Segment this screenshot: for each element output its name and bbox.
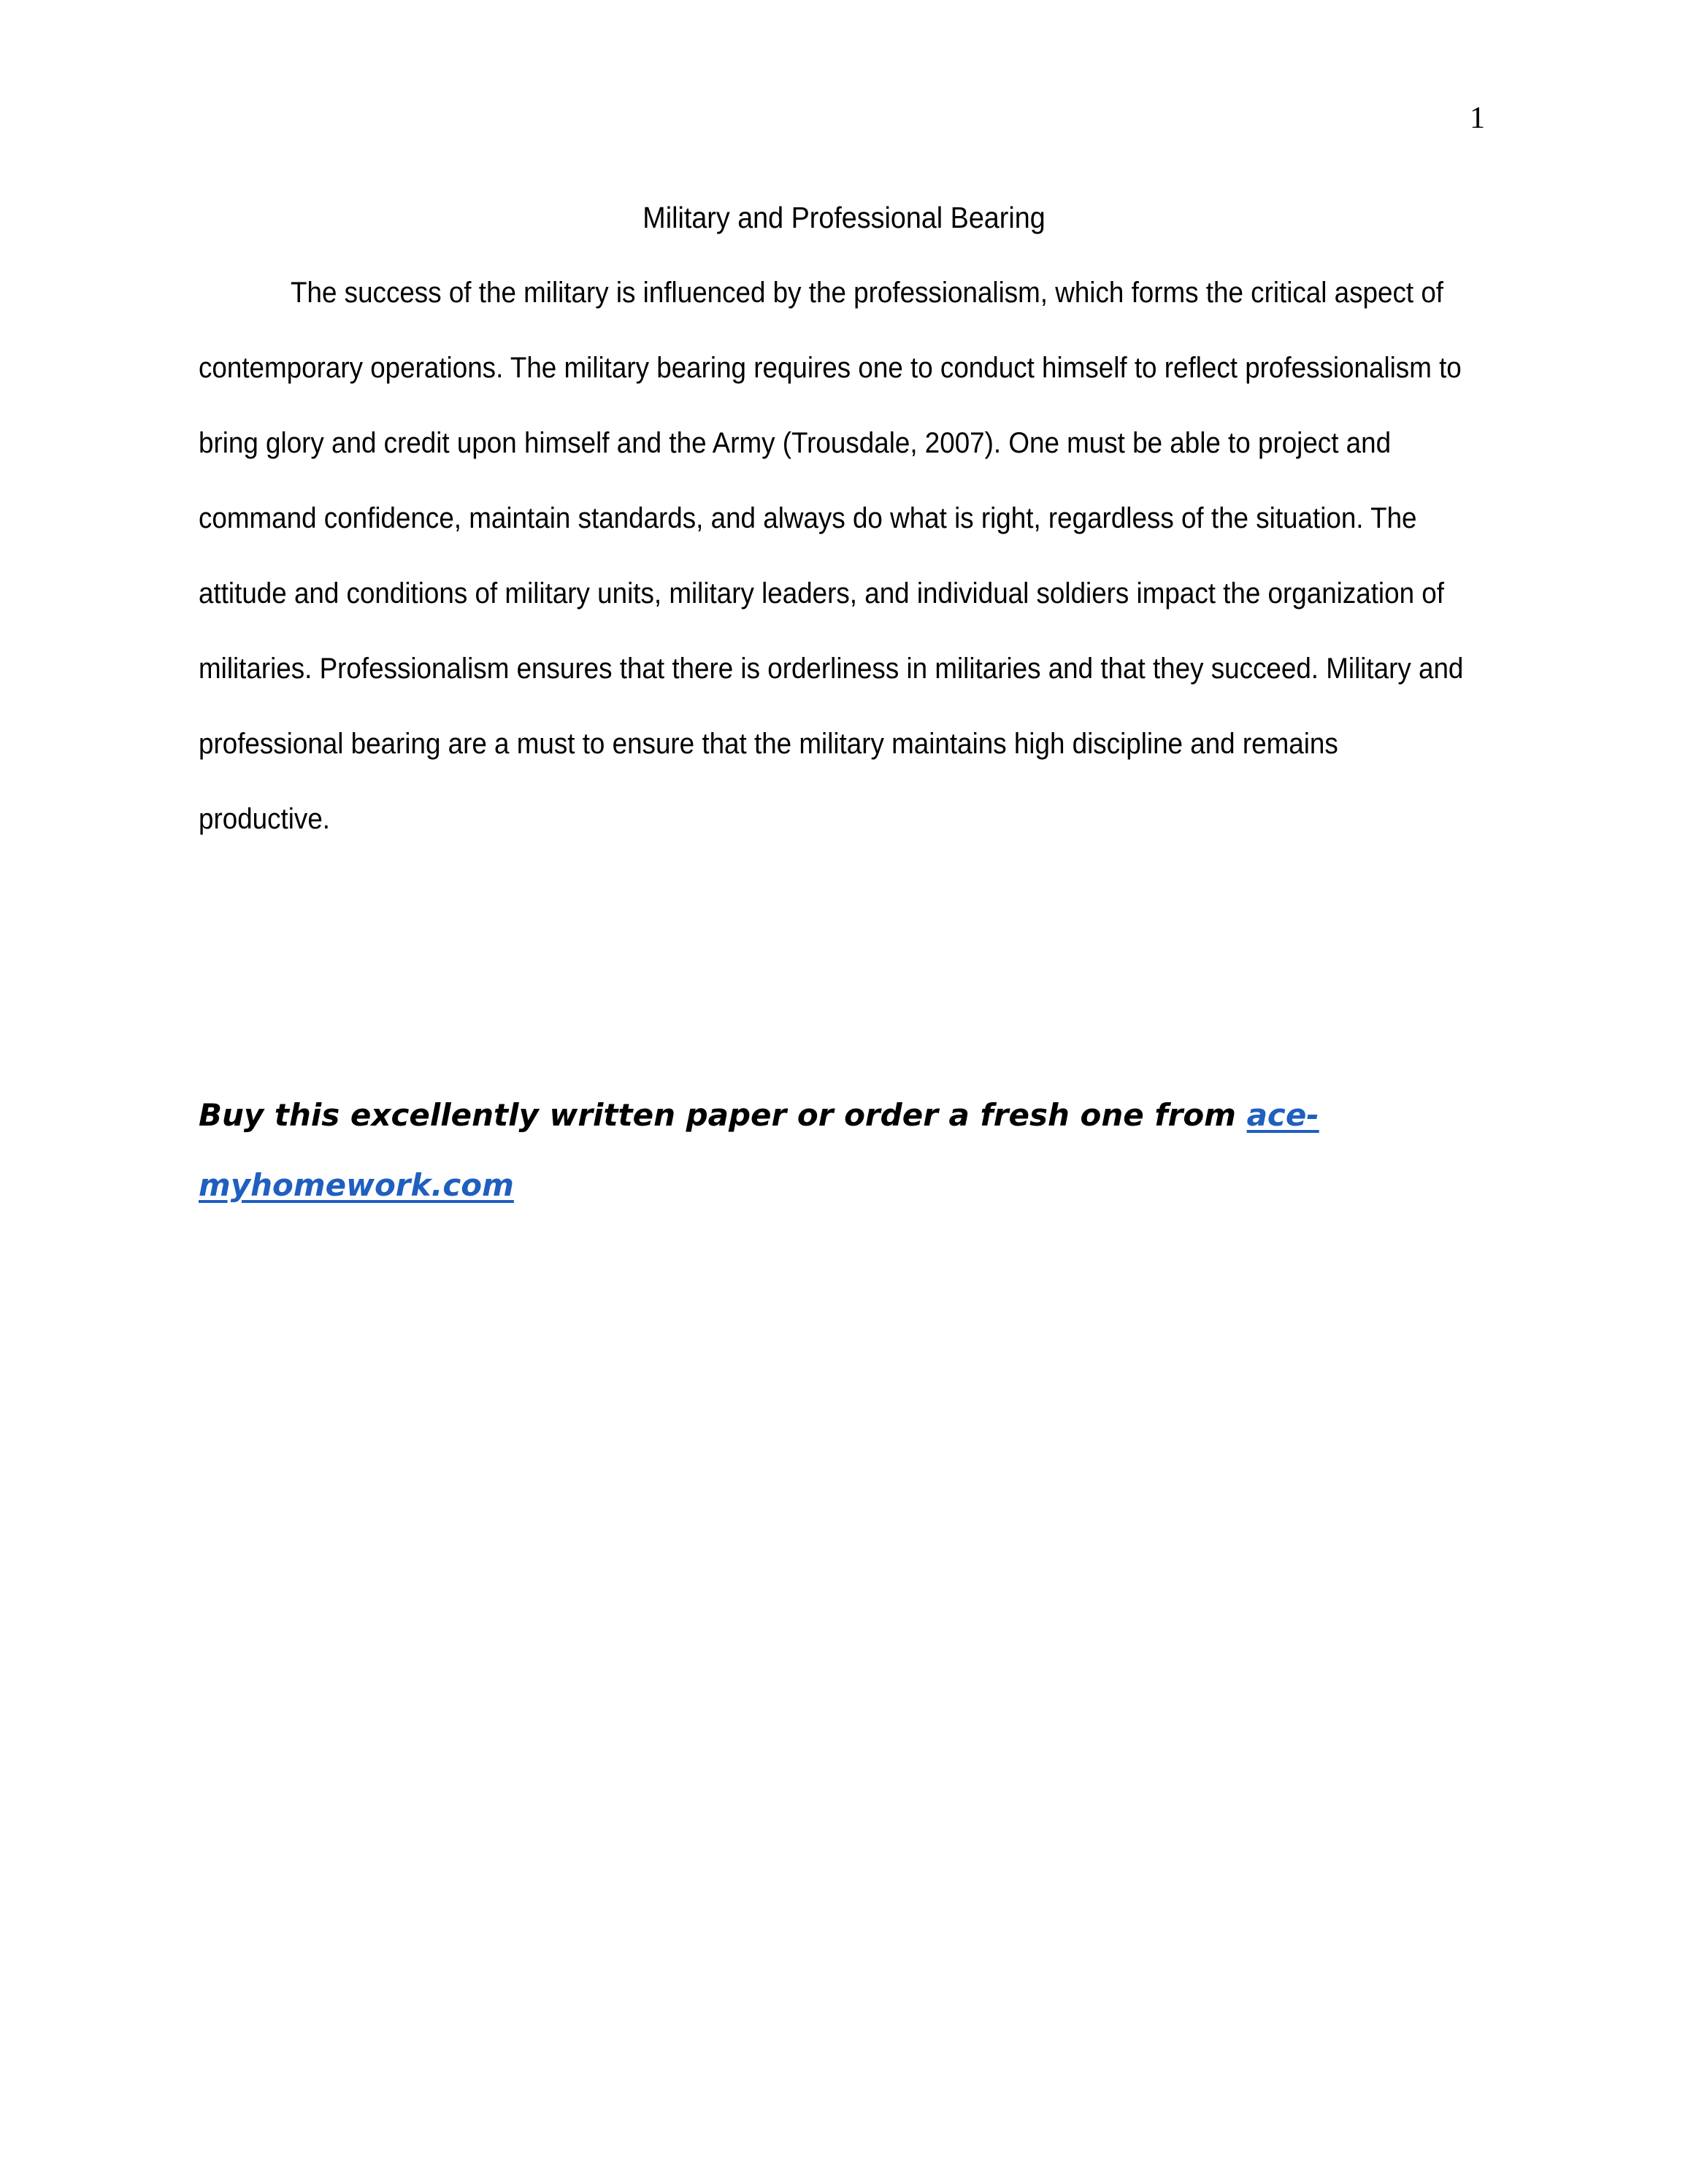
body-paragraph: [199, 272, 1464, 874]
promo-line: [199, 1165, 1513, 1235]
paragraph-line: bring glory and credit upon himself and the Army (Trousdale, 2007). One must be able to project and: [199, 427, 1392, 459]
paragraph-line: attitude and conditions of military units, military leaders, and individual soldiers impact the organization of: [199, 577, 1444, 610]
paragraph-line: militaries. Professionalism ensures that there is orderliness in militaries and that they succeed. Military and: [199, 653, 1464, 685]
page-number: 1: [1470, 101, 1485, 135]
paragraph-line: The success of the military is influenced by the professionalism, which forms the critical aspect of: [291, 277, 1444, 309]
promo-link-part-2[interactable]: myhomework.com: [199, 1167, 514, 1203]
document-title: Military and Professional Bearing: [642, 201, 1046, 234]
paragraph-line: command confidence, maintain standards, and always do what is right, regardless of the situation. The: [199, 502, 1417, 534]
paragraph-line: productive.: [199, 803, 331, 835]
promo-line: [199, 1095, 1513, 1165]
promo-block: [199, 1095, 1513, 1235]
paragraph-line: professional bearing are a must to ensure that the military maintains high discipline and remains: [199, 728, 1338, 760]
promo-link-part-1[interactable]: ace-: [1246, 1097, 1319, 1133]
paragraph-line: contemporary operations. The military bearing requires one to conduct himself to reflect professionalism to: [199, 352, 1462, 384]
promo-text: Buy this excellently written paper or order a fresh one from: [199, 1097, 1247, 1133]
